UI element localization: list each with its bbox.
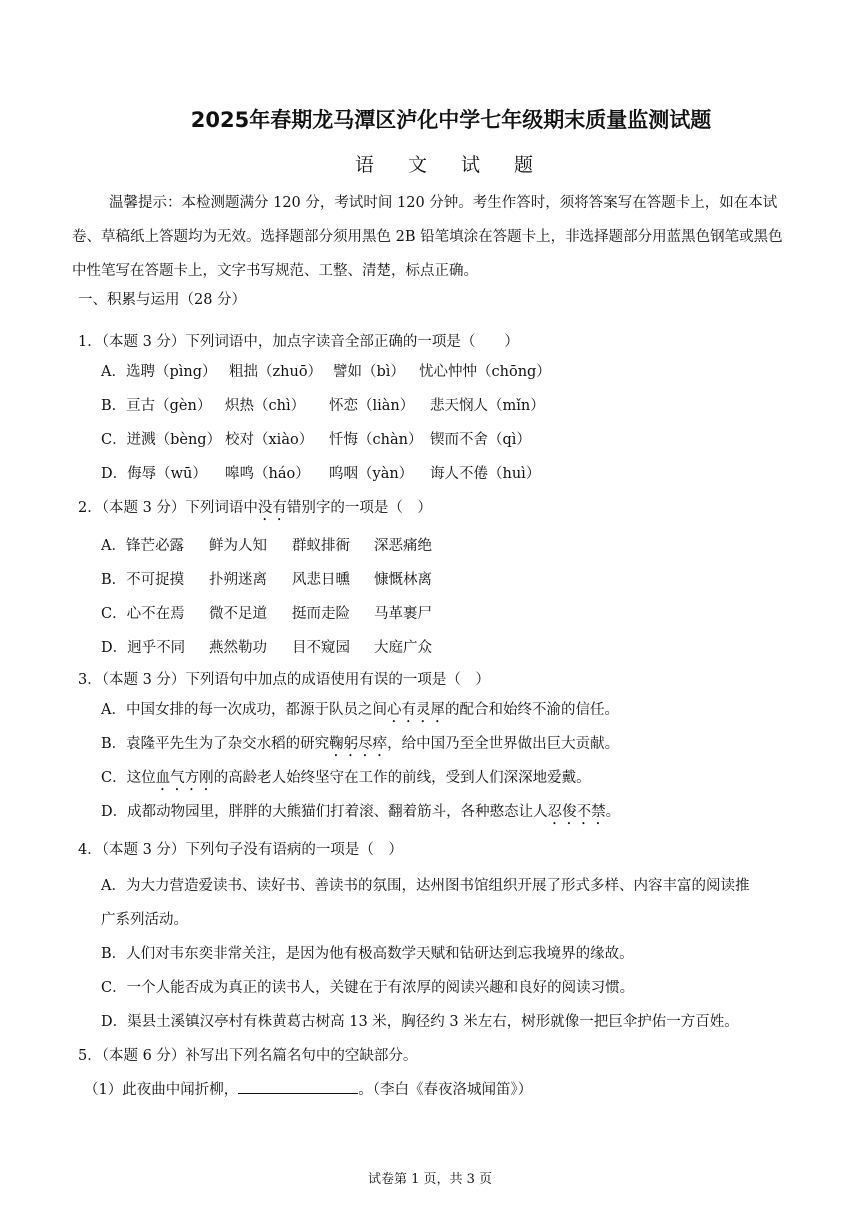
option-term: 呜咽（yàn） xyxy=(329,466,414,482)
exam-subtitle: 语 文 试 题 xyxy=(354,154,548,176)
option-term: B．亘古（gèn） xyxy=(101,398,212,414)
emphasis-text: 鞠躬尽瘁 xyxy=(329,736,388,752)
option-term: 群蚁排衙 xyxy=(292,538,350,554)
option-term: 炽热（chì） xyxy=(225,398,306,414)
option-term: 譬如（bì） xyxy=(333,364,405,380)
option-text: 的配合和始终不渝的信任。 xyxy=(444,702,619,718)
section-heading: 一、积累与运用（28 分） xyxy=(78,292,247,308)
item-text: 。（李白《春夜洛城闻笛》） xyxy=(358,1082,533,1098)
option-text: 。 xyxy=(605,804,621,820)
question-4-option-a: A．为大力营造爱读书、读好书、善读书的氛围，达州图书馆组织开展了形式多样、内容丰富的阅读推 xyxy=(101,878,750,894)
question-4-stem: 4．（本题 3 分）下列句子没有语病的一项是（ ） xyxy=(78,842,403,858)
question-5-item-1 xyxy=(84,1078,532,1099)
question-4-option-c: C．一个人能否成为真正的读书人，关键在于有浓厚的阅读兴趣和良好的阅读习惯。 xyxy=(101,980,635,996)
option-text: B．袁隆平先生为了杂交水稻的研究 xyxy=(101,736,330,752)
question-2-option-a xyxy=(101,534,432,555)
item-text: （1）此夜曲中闻折柳， xyxy=(84,1082,239,1098)
question-2-stem xyxy=(78,496,432,524)
question-1-option-b xyxy=(101,394,545,415)
question-4-option-b: B．人们对韦东奕非常关注，是因为他有极高数学天赋和钻研达到忘我境界的缘故。 xyxy=(101,946,634,962)
question-2-option-b xyxy=(101,568,432,589)
question-2-stem-text: 错别字的一项是（ ） xyxy=(286,500,432,516)
option-text: A．中国女排的每一次成功，都源于队员之间 xyxy=(101,702,387,718)
option-term: A．选聘（pìng） xyxy=(101,364,217,380)
emphasis-text: 没有 xyxy=(257,500,287,516)
emphasis-text: 心有灵犀 xyxy=(386,702,445,718)
option-term: 慷慨林离 xyxy=(374,572,432,588)
option-term: 风悲日曛 xyxy=(292,572,350,588)
option-term: 诲人不倦（huì） xyxy=(430,466,541,482)
question-3-option-c xyxy=(101,766,591,794)
option-term: 校对（xiào） xyxy=(225,432,314,448)
option-term: 锲而不舍（qì） xyxy=(430,432,531,448)
page-footer: 试卷第 1 页，共 3 页 xyxy=(367,1172,493,1187)
option-term: D．迥乎不同 xyxy=(101,640,186,656)
option-term: 马革裹尸 xyxy=(374,606,432,622)
exam-title: 2025年春期龙马潭区泸化中学七年级期末质量监测试题 xyxy=(190,108,712,132)
option-term: 挺而走险 xyxy=(292,606,350,622)
option-term: 粗拙（zhuō） xyxy=(229,364,323,380)
option-term: 大庭广众 xyxy=(374,640,432,656)
option-term: 嗥鸣（háo） xyxy=(225,466,310,482)
question-3-option-d xyxy=(101,800,620,828)
option-text: 的高龄老人始终坚守在工作的前线，受到人们深深地爱戴。 xyxy=(213,770,591,786)
question-3-stem: 3．（本题 3 分）下列语句中加点的成语使用有误的一项是（ ） xyxy=(78,672,490,688)
option-term: 忧心忡忡（chōng） xyxy=(419,364,551,380)
option-term: 深恶痛绝 xyxy=(374,538,432,554)
question-2-stem-text: 2．（本题 3 分）下列词语中 xyxy=(78,500,258,516)
question-2-option-d xyxy=(101,636,432,657)
question-1-option-d xyxy=(101,462,540,483)
emphasis-text: 忍俊不禁 xyxy=(547,804,606,820)
option-term: 鲜为人知 xyxy=(209,538,267,554)
option-term: C．心不在焉 xyxy=(101,606,185,622)
option-term: 怀恋（liàn） xyxy=(329,398,415,414)
question-1-option-a xyxy=(101,360,551,381)
option-term: B．不可捉摸 xyxy=(101,572,185,588)
option-term: 目不窥园 xyxy=(292,640,350,656)
question-3-option-a xyxy=(101,698,619,726)
question-2-option-c xyxy=(101,602,432,623)
answer-blank[interactable] xyxy=(238,1079,358,1094)
option-term: 燕然勒功 xyxy=(209,640,267,656)
question-1-option-c xyxy=(101,428,531,449)
option-term: C．迸溅（bèng） xyxy=(101,432,222,448)
option-term: 忏悔（chàn） xyxy=(329,432,423,448)
option-term: 扑朔迷离 xyxy=(209,572,267,588)
question-4-option-d: D．渠县土溪镇汉亭村有株黄葛古树高 13 米，胸径约 3 米左右，树形就像一把巨伞护佑一方百姓。 xyxy=(101,1014,739,1030)
emphasis-text: 血气方刚 xyxy=(155,770,214,786)
option-term: A．锋芒必露 xyxy=(101,538,184,554)
question-4-option-a-continued: 广系列活动。 xyxy=(101,912,188,928)
question-3-option-b xyxy=(101,732,619,760)
option-text: D．成都动物园里，胖胖的大熊猫们打着滚、翻着筋斗，各种憨态让人 xyxy=(101,804,548,820)
notice-paragraph: 温馨提示：本检测题满分 120 分，考试时间 120 分钟。考生作答时，须将答案写在答题卡上，如在本试卷、草稿纸上答题均为无效。选择题部分须用黑色 2B 铅笔填涂在答题卡上，非选择题部分用蓝黑色钢笔或黑色中性笔写在答题卡上，文字书写规范、工整、清楚，标点正确。 xyxy=(72,195,783,279)
option-text: C．这位 xyxy=(101,770,156,786)
question-1-stem: 1．（本题 3 分）下列词语中，加点字读音全部正确的一项是（ ） xyxy=(78,334,519,350)
option-text: ，给中国乃至全世界做出巨大贡献。 xyxy=(387,736,620,752)
option-term: 微不足道 xyxy=(209,606,267,622)
option-term: D．侮辱（wū） xyxy=(101,466,207,482)
option-term: 悲天悯人（mǐn） xyxy=(430,398,545,414)
question-5-stem: 5．（本题 6 分）补写出下列名篇名句中的空缺部分。 xyxy=(78,1048,418,1064)
